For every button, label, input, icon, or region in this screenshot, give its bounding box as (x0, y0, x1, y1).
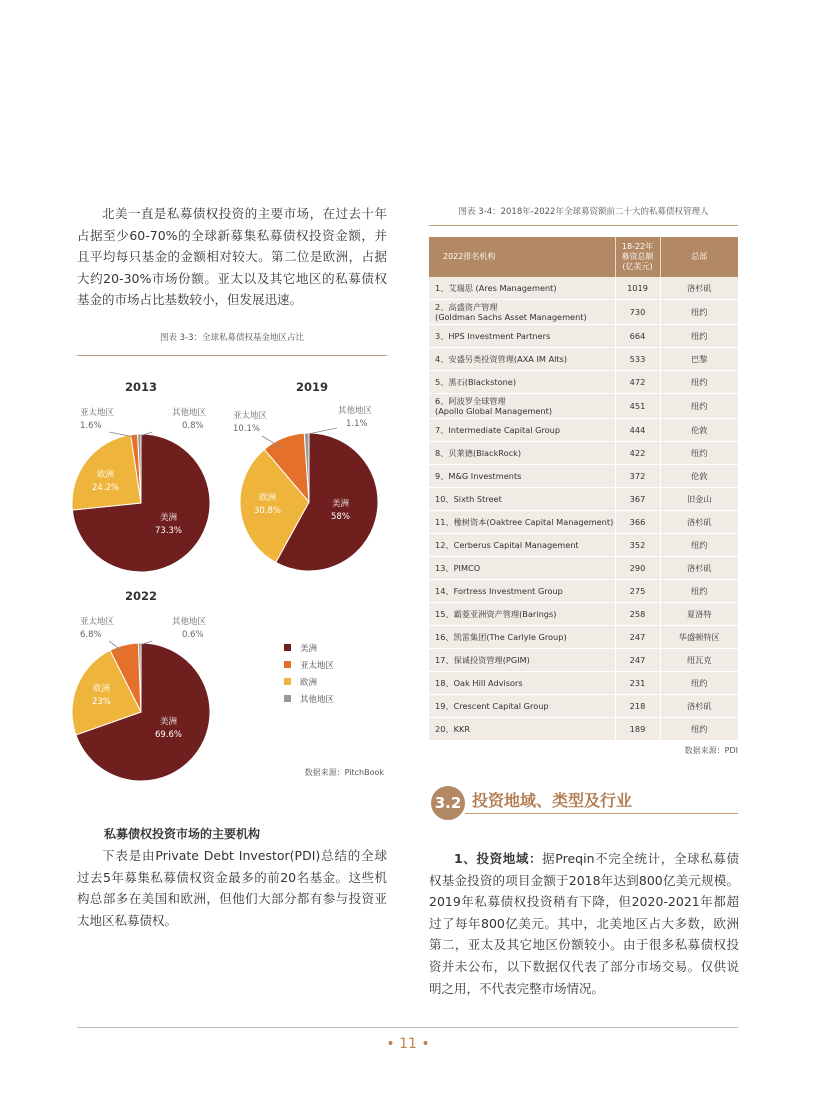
header-institution: 2022排名机构 (429, 237, 615, 277)
cell-amount: 472 (615, 371, 660, 394)
legend-item-apac (284, 656, 334, 673)
cell-amount: 247 (615, 649, 660, 672)
institution-name: 10、Sixth Street (435, 493, 502, 504)
legend-item-europe (284, 673, 334, 690)
institution-name: 8、贝莱德(BlackRock) (435, 447, 522, 458)
pie-title-2013: 2013 (124, 380, 157, 394)
cell-amount: 1019 (615, 277, 660, 300)
table-row (429, 557, 738, 580)
cell-amount: 352 (615, 534, 660, 557)
cell-institution (429, 419, 615, 442)
page-number: • 11 • (386, 1036, 430, 1052)
header-hq: 总部 (660, 237, 738, 277)
table-row (429, 465, 738, 488)
label-2013-other (172, 407, 206, 433)
label-value: 58% (331, 512, 350, 522)
pie-title-2019: 2019 (295, 380, 328, 394)
cell-institution (429, 511, 615, 534)
cell-hq: 巴黎 (660, 348, 738, 371)
institution-name: 19、Crescent Capital Group (435, 700, 549, 711)
cell-hq: 纽约 (660, 394, 738, 419)
cell-institution (429, 580, 615, 603)
legend-swatch (284, 661, 291, 668)
legend-item-americas (284, 639, 334, 656)
legend-swatch (284, 644, 291, 651)
label-name: 其他地区 (338, 406, 373, 416)
cell-hq: 伦敦 (660, 419, 738, 442)
subheading-major-institutions: 私募债权投资市场的主要机构 (104, 827, 261, 841)
figure-3-3-title: 图表 3-3：全球私募债权基金地区占比 (159, 333, 305, 343)
cell-institution (429, 672, 615, 695)
cell-amount: 258 (615, 603, 660, 626)
cell-hq: 纽瓦克 (660, 649, 738, 672)
label-2019-apac (233, 410, 267, 436)
table-row (429, 371, 738, 394)
cell-amount: 422 (615, 442, 660, 465)
label-name: 亚太地区 (233, 411, 268, 421)
cell-institution (429, 325, 615, 348)
header-amount: 18-22年 募资总额 (亿美元) (615, 237, 660, 277)
table-row (429, 534, 738, 557)
table-header-row (429, 237, 738, 277)
table-row (429, 580, 738, 603)
legend-label: 亚太地区 (300, 660, 335, 671)
cell-amount: 730 (615, 300, 660, 325)
table-row (429, 488, 738, 511)
cell-amount: 451 (615, 394, 660, 419)
institution-name: 11、橡树资本(Oaktree Capital Management) (435, 516, 614, 527)
figure-3-4-title: 图表 3-4：2018年-2022年全球募资额前二十大的私募债权管理人 (458, 207, 709, 217)
chart-legend (284, 639, 334, 707)
label-value: 30.8% (254, 506, 282, 516)
table-row (429, 511, 738, 534)
cell-hq: 旧金山 (660, 488, 738, 511)
legend-item-other (284, 690, 334, 707)
institution-name: 15、霸菱亚洲资产管理(Barings) (435, 608, 557, 619)
label-name: 美洲 (331, 499, 349, 509)
section-number-badge: 3.2 (431, 786, 465, 820)
label-2022-europe (92, 683, 111, 709)
institution-name: 1、艾瑞思 (Ares Management) (435, 282, 557, 293)
cell-hq: 华盛顿特区 (660, 626, 738, 649)
legend-label: 美洲 (300, 643, 318, 654)
cell-institution (429, 534, 615, 557)
institution-name: 18、Oak Hill Advisors (435, 677, 523, 688)
label-2013-apac (80, 407, 114, 433)
cell-hq: 洛杉矶 (660, 277, 738, 300)
table-row (429, 394, 738, 419)
cell-hq: 洛杉矶 (660, 695, 738, 718)
label-value: 1.6% (80, 421, 102, 431)
cell-institution (429, 442, 615, 465)
paragraph-lead: 1、投资地域： (454, 851, 543, 866)
cell-amount: 247 (615, 626, 660, 649)
institution-name-en: (Goldman Sachs Asset Management) (435, 312, 587, 322)
table-row (429, 277, 738, 300)
cell-hq: 洛杉矶 (660, 511, 738, 534)
label-name: 其他地区 (172, 617, 207, 627)
cell-institution (429, 394, 615, 419)
institution-name-en: (Apollo Global Management) (435, 406, 553, 416)
cell-amount: 366 (615, 511, 660, 534)
institution-name: 16、凯雷集团(The Carlyle Group) (435, 631, 567, 642)
label-name: 其他地区 (172, 408, 207, 418)
legend-label: 其他地区 (300, 694, 335, 705)
label-name: 欧洲 (97, 470, 115, 480)
cell-hq: 纽约 (660, 371, 738, 394)
cell-amount: 290 (615, 557, 660, 580)
institution-name: 17、保诚投资管理(PGIM) (435, 654, 530, 665)
institution-name: 6、阿波罗全球管理 (435, 395, 506, 406)
cell-institution (429, 348, 615, 371)
table-row (429, 626, 738, 649)
cell-hq: 夏洛特 (660, 603, 738, 626)
institution-name: 4、安盛另类投资管理(AXA IM Alts) (435, 353, 568, 364)
legend-swatch (284, 695, 291, 702)
label-value: 0.8% (182, 421, 204, 431)
institution-name: 14、Fortress Investment Group (435, 585, 563, 596)
institution-name: 7、Intermediate Capital Group (435, 424, 561, 435)
section-paragraph (429, 848, 739, 999)
cell-amount: 367 (615, 488, 660, 511)
managers-table (429, 237, 738, 741)
cell-institution (429, 626, 615, 649)
cell-institution (429, 649, 615, 672)
label-value: 10.1% (233, 424, 261, 434)
cell-hq: 纽约 (660, 718, 738, 741)
institution-name: 3、HPS Investment Partners (435, 330, 551, 341)
label-name: 美洲 (160, 513, 178, 523)
label-value: 0.6% (182, 630, 204, 640)
label-name: 美洲 (160, 717, 178, 727)
cell-amount: 664 (615, 325, 660, 348)
figure-3-4-source: 数据来源：PDI (684, 746, 738, 755)
label-2019-other (338, 405, 372, 431)
label-value: 23% (92, 697, 111, 707)
cell-amount: 275 (615, 580, 660, 603)
institution-name: 5、黑石(Blackstone) (435, 376, 517, 387)
institution-name: 9、M&G Investments (435, 470, 522, 481)
label-value: 69.6% (155, 730, 183, 740)
label-value: 24.2% (92, 483, 120, 493)
body-paragraph: 下表是由Private Debt Investor(PDI)总结的全球过去5年募集私募债权资金最多的前20名基金。这些机构总部多在美国和欧洲，但他们大部分都有参与投资亚太地区私募债权。 (77, 848, 387, 928)
institution-name: 2、高盛资产管理 (435, 301, 498, 312)
cell-hq: 纽约 (660, 534, 738, 557)
top-managers-table (429, 237, 738, 741)
label-value: 6.8% (80, 630, 102, 640)
footer-rule (77, 1027, 738, 1028)
cell-institution (429, 488, 615, 511)
label-2013-americas (155, 512, 182, 538)
label-value: 1.1% (346, 419, 368, 429)
label-2013-europe (92, 469, 119, 495)
cell-hq: 纽约 (660, 325, 738, 348)
label-2022-americas (155, 716, 182, 742)
label-name: 亚太地区 (80, 617, 115, 627)
paragraph-text: 据Preqin不完全统计，全球私募债权基金投资的项目金额于2018年达到800亿美元规模。2019年私募债权投资稍有下降，但2020-2021年都超过了每年800亿美元。其中，北美地区占大多数，欧洲第二，亚太及其它地区份额较小。由于很多私募债权投资并未公布，以下数据仅代表了部分市场交易。仅供说明之用，不代表完整市场情况。 (429, 851, 739, 996)
cell-amount: 533 (615, 348, 660, 371)
table-row (429, 603, 738, 626)
institution-name: 13、PIMCO (435, 562, 481, 573)
cell-amount: 189 (615, 718, 660, 741)
label-name: 欧洲 (92, 684, 110, 694)
cell-institution (429, 603, 615, 626)
cell-hq: 纽约 (660, 580, 738, 603)
table-row (429, 419, 738, 442)
cell-institution (429, 465, 615, 488)
legend-label: 欧洲 (300, 677, 318, 688)
figure-3-3-source: 数据来源：PitchBook (304, 768, 384, 777)
label-name: 亚太地区 (80, 408, 115, 418)
institution-name: 12、Cerberus Capital Management (435, 539, 579, 550)
label-2022-apac (80, 616, 114, 642)
table-row (429, 300, 738, 325)
cell-institution (429, 557, 615, 580)
table-row (429, 672, 738, 695)
cell-hq: 纽约 (660, 672, 738, 695)
cell-hq: 纽约 (660, 300, 738, 325)
pie-title-2022: 2022 (124, 589, 157, 603)
label-name: 欧洲 (259, 493, 277, 503)
label-value: 73.3% (155, 526, 183, 536)
legend-swatch (284, 678, 291, 685)
label-2019-europe (254, 492, 281, 518)
institution-name: 20、KKR (435, 723, 471, 734)
section-title: 投资地域、类型及行业 (472, 791, 633, 810)
cell-hq: 洛杉矶 (660, 557, 738, 580)
cell-amount: 231 (615, 672, 660, 695)
table-row (429, 348, 738, 371)
table-row (429, 442, 738, 465)
cell-amount: 444 (615, 419, 660, 442)
cell-amount: 218 (615, 695, 660, 718)
cell-institution (429, 695, 615, 718)
figure-3-4-rule (429, 225, 738, 226)
cell-hq: 伦敦 (660, 465, 738, 488)
cell-hq: 纽约 (660, 442, 738, 465)
leader-line (308, 428, 337, 434)
table-row (429, 695, 738, 718)
cell-institution (429, 300, 615, 325)
label-2019-americas (331, 498, 350, 524)
section-title-rule (465, 813, 738, 814)
table-row (429, 649, 738, 672)
cell-institution (429, 277, 615, 300)
cell-institution (429, 371, 615, 394)
cell-institution (429, 718, 615, 741)
label-2022-other (172, 616, 206, 642)
cell-amount: 372 (615, 465, 660, 488)
table-row (429, 325, 738, 348)
intro-paragraph: 北美一直是私募债权投资的主要市场，在过去十年占据至少60-70%的全球新募集私募债权投资金额，并且平均每只基金的金额相对较大。第二位是欧洲，占据大约20-30%市场份额。亚太以及其它地区的私募债权基金的市场占比基数较小，但发展迅速。 (77, 206, 387, 308)
table-row (429, 718, 738, 741)
